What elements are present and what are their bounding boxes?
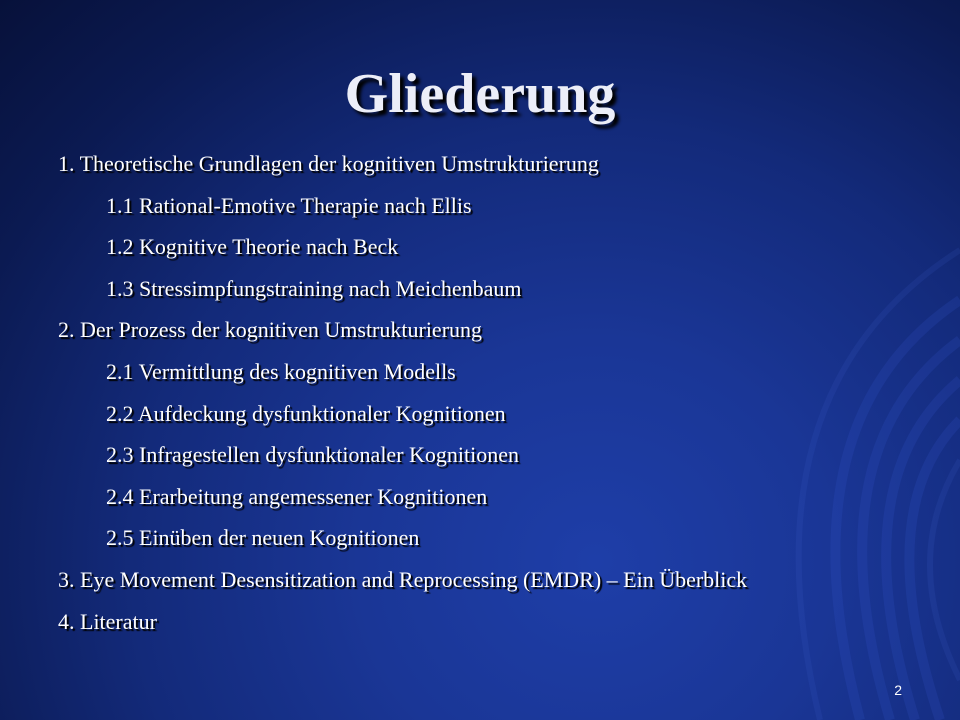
outline-subsection-item: 1.3 Stressimpfungstraining nach Meichenbaum (106, 275, 522, 301)
page-number: 2 (894, 682, 902, 698)
outline-subsection-item: 2.5 Einüben der neuen Kognitionen (106, 525, 420, 551)
outline-subsection-item: 1.1 Rational-Emotive Therapie nach Ellis (106, 192, 472, 218)
outline-section-item: 4. Literatur (58, 608, 157, 634)
slide-title: Gliederung (344, 63, 616, 125)
outline-section-item: 3. Eye Movement Desensitization and Reprocessing (EMDR) – Ein Überblick (58, 566, 748, 592)
outline-section-item: 2. Der Prozess der kognitiven Umstrukturierung (58, 317, 483, 343)
outline-subsection-item: 1.2 Kognitive Theorie nach Beck (106, 234, 399, 260)
outline-subsection-item: 2.2 Aufdeckung dysfunktionaler Kognitionen (106, 400, 506, 426)
outline-subsection-item: 2.3 Infragestellen dysfunktionaler Kognitionen (106, 442, 520, 468)
outline-section-item: 1. Theoretische Grundlagen der kognitiven Umstrukturierung (58, 151, 599, 176)
outline-list (58, 143, 938, 642)
outline-subsection-item: 2.1 Vermittlung des kognitiven Modells (106, 358, 456, 384)
outline-subsection-item: 2.4 Erarbeitung angemessener Kognitionen (106, 483, 488, 509)
